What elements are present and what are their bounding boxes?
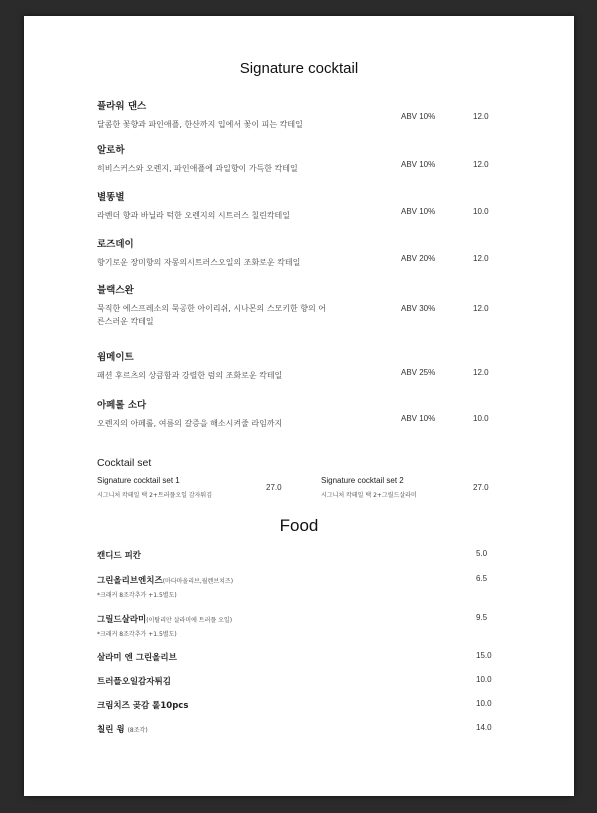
cocktail-item xyxy=(97,351,517,382)
food-title: Food xyxy=(279,516,319,535)
cocktail-description: 향기로운 장미향의 자몽의시트러스오일의 조화로운 칵테일 xyxy=(97,258,301,267)
cocktail-name: 아페롤 소다 xyxy=(97,400,147,411)
cocktail-name: 윔메이트 xyxy=(97,352,134,363)
cocktail-set-item xyxy=(321,476,417,499)
food-name: 그릴드살라미 xyxy=(97,615,147,625)
cocktail-price: 12.0 xyxy=(473,160,489,169)
set-description: 시그니처 칵테일 택 2+트러플오일 감자튀김 xyxy=(97,492,213,499)
food-price: 15.0 xyxy=(476,651,492,660)
cocktail-price: 12.0 xyxy=(473,368,489,377)
cocktail-item xyxy=(97,399,517,430)
food-name: 크림치즈 곶감 롤10pcs xyxy=(97,701,189,711)
cocktail-abv: ABV 30% xyxy=(401,304,436,313)
set-description: 시그니처 칵테일 택 2+그릴드살라미 xyxy=(321,492,417,499)
set-name: Signature cocktail set 2 xyxy=(321,476,404,485)
cocktail-set-title: Cocktail set xyxy=(97,457,152,469)
cocktail-description: 달콤한 꽃향과 파인애플, 한산까지 입에서 꽃이 피는 칵테일 xyxy=(97,120,303,129)
food-item xyxy=(97,613,527,638)
food-note: *크래커 8조각추가 +1.5별도) xyxy=(97,631,177,638)
menu-page xyxy=(24,16,574,796)
food-item xyxy=(97,549,527,561)
food-item xyxy=(97,574,527,599)
cocktail-price: 12.0 xyxy=(473,112,489,121)
food-price: 9.5 xyxy=(476,613,488,622)
set-price: 27.0 xyxy=(266,483,282,492)
cocktail-item xyxy=(97,191,517,222)
cocktail-name: 플라워 댄스 xyxy=(97,101,147,112)
set-name: Signature cocktail set 1 xyxy=(97,476,180,485)
food-price: 14.0 xyxy=(476,723,492,732)
cocktail-name: 블랙스완 xyxy=(97,285,134,296)
food-subtitle: (8조각) xyxy=(127,727,148,734)
cocktail-abv: ABV 10% xyxy=(401,112,436,121)
cocktail-abv: ABV 10% xyxy=(401,207,436,216)
food-subtitle: (이탈리안 살라미에 트러플 오일) xyxy=(146,617,233,624)
food-price: 6.5 xyxy=(476,574,488,583)
cocktail-price: 10.0 xyxy=(473,414,489,423)
cocktail-item xyxy=(97,144,517,175)
set-price: 27.0 xyxy=(473,483,489,492)
cocktail-set-item xyxy=(97,476,212,499)
cocktail-name: 알로하 xyxy=(97,145,125,156)
food-price: 5.0 xyxy=(476,549,488,558)
food-price: 10.0 xyxy=(476,699,492,708)
food-name: 트러플오일감자튀김 xyxy=(97,677,171,687)
food-name: 그린올리브엔치즈 xyxy=(97,576,163,586)
food-item xyxy=(97,699,527,711)
cocktail-abv: ABV 10% xyxy=(401,414,436,423)
cocktail-price: 12.0 xyxy=(473,304,489,313)
food-note: *크래커 8조각추가 +1.5별도) xyxy=(97,592,177,599)
cocktail-description: 묵직한 에스프레소의 묵공한 아이리쉬, 시나몬의 스모키한 향의 어른스러운 칵테일 xyxy=(97,304,326,326)
food-name: 칠린 윙 xyxy=(97,725,125,735)
signature-cocktail-title: Signature cocktail xyxy=(239,60,359,77)
cocktail-description: 패션 후르츠의 상큼함과 강렬한 럼의 조화로운 칵테일 xyxy=(97,371,283,380)
cocktail-abv: ABV 20% xyxy=(401,254,436,263)
food-item xyxy=(97,651,527,663)
cocktail-item xyxy=(97,100,517,131)
cocktail-description: 라벤더 향과 바닐라 턱한 오렌지의 시트러스 칠린칵테일 xyxy=(97,211,290,220)
cocktail-name: 로즈데이 xyxy=(97,239,134,250)
cocktail-price: 10.0 xyxy=(473,207,489,216)
food-subtitle: (마다마올리브,월렌브치즈) xyxy=(162,578,234,585)
cocktail-description: 오렌지의 아페롤, 여름의 갈증을 해소시켜줄 라임까지 xyxy=(97,419,283,428)
cocktail-description: 히비스커스와 오렌지, 파인애플에 과일향이 가득한 칵테일 xyxy=(97,164,298,173)
cocktail-abv: ABV 25% xyxy=(401,368,436,377)
food-price: 10.0 xyxy=(476,675,492,684)
cocktail-abv: ABV 10% xyxy=(401,160,436,169)
cocktail-name: 별똥별 xyxy=(97,192,125,203)
cocktail-price: 12.0 xyxy=(473,254,489,263)
cocktail-item xyxy=(97,284,517,328)
food-item xyxy=(97,723,527,735)
food-name: 캔디드 피칸 xyxy=(97,551,142,561)
cocktail-item xyxy=(97,238,517,269)
food-item xyxy=(97,675,527,687)
food-name: 살라미 엔 그린올리브 xyxy=(97,653,177,663)
